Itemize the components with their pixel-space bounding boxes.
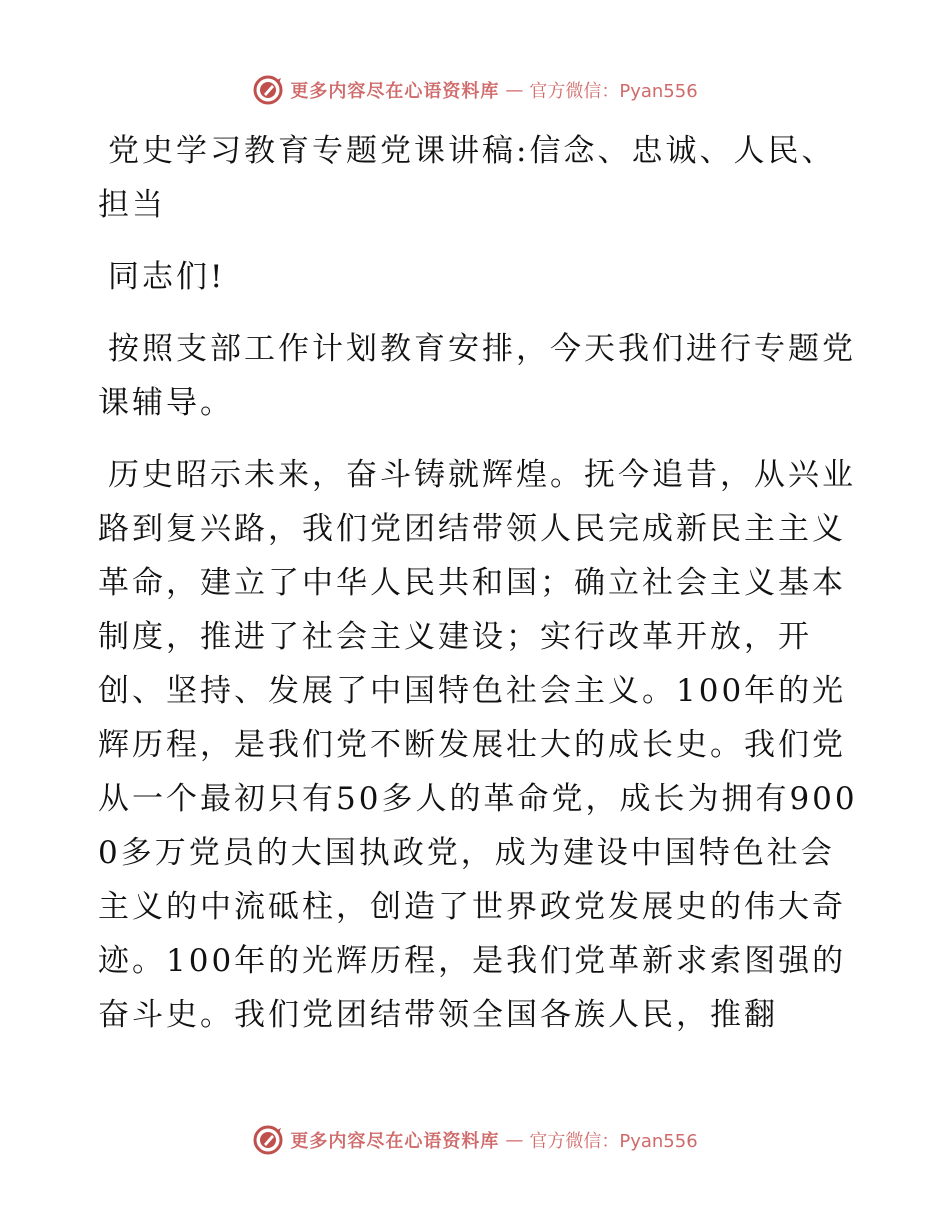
pen-nib-circle-icon — [252, 1124, 284, 1156]
watermark-contact-text: 官方微信：Pyan556 — [529, 1131, 698, 1152]
watermark-banner-bottom — [0, 1120, 950, 1160]
greeting: 同志们! — [108, 259, 226, 295]
pen-nib-circle-icon — [252, 74, 284, 106]
document-body — [98, 124, 858, 1060]
watermark-banner-top — [0, 70, 950, 110]
watermark-main-text: 更多内容尽在心语资料库 — [290, 81, 500, 102]
watermark-separator: — — [505, 79, 524, 101]
watermark-contact-text: 官方微信：Pyan556 — [529, 81, 698, 102]
paragraph-2: 历史昭示未来，奋斗铸就辉煌。抚今追昔，从兴业路到复兴路，我们党团结带领人民完成新民主主义革命，建立了中华人民共和国；确立社会主义基本制度，推进了社会主义建设；实行改革开放，开创、坚持、发展了中国特色社会主义。100年的光辉历程，是我们党不断发展壮大的成长史。我们党从一个最初只有50多人的革命党，成长为拥有9000多万党员的大国执政党，成为建设中国特色社会主义的中流砥柱，创造了世界政党发展史的伟大奇迹。100年的光辉历程，是我们党革新求索图强的奋斗史。我们党团结带领全国各族人民，推翻 — [98, 457, 858, 1033]
paragraph-1: 按照支部工作计划教育安排，今天我们进行专题党课辅导。 — [98, 331, 856, 421]
watermark-main-text: 更多内容尽在心语资料库 — [290, 1131, 500, 1152]
document-title: 党史学习教育专题党课讲稿:信念、忠诚、人民、担当 — [98, 133, 836, 223]
watermark-separator: — — [505, 1129, 524, 1151]
